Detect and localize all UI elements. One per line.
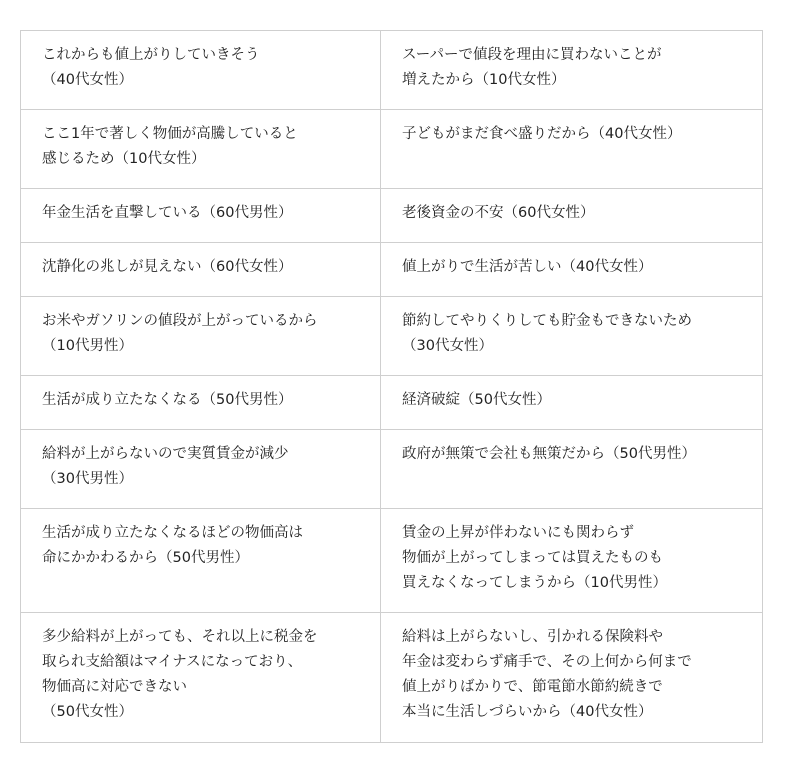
table-row [21, 376, 763, 430]
table-cell-right: 老後資金の不安（60代女性） [381, 189, 763, 243]
table-row [21, 243, 763, 297]
table-row [21, 31, 763, 110]
table-cell-left: 給料が上がらないので実質賃金が減少 （30代男性） [21, 430, 381, 509]
table-cell-right: 給料は上がらないし、引かれる保険料や 年金は変わらず痛手で、その上何から何まで 値上がりばかりで、節電節水節約続きで 本当に生活しづらいから（40代女性） [381, 613, 763, 743]
table-row [21, 110, 763, 189]
table-cell-left: お米やガソリンの値段が上がっているから （10代男性） [21, 297, 381, 376]
table-cell-left: 生活が成り立たなくなる（50代男性） [21, 376, 381, 430]
table-cell-right: 政府が無策で会社も無策だから（50代男性） [381, 430, 763, 509]
table-cell-left: 年金生活を直撃している（60代男性） [21, 189, 381, 243]
table-row [21, 189, 763, 243]
table-cell-left: ここ1年で著しく物価が高騰していると 感じるため（10代女性） [21, 110, 381, 189]
table-cell-left: これからも値上がりしていきそう （40代女性） [21, 31, 381, 110]
table-cell-left: 生活が成り立たなくなるほどの物価高は 命にかかわるから（50代男性） [21, 509, 381, 613]
table-row [21, 509, 763, 613]
table-cell-right: 節約してやりくりしても貯金もできないため （30代女性） [381, 297, 763, 376]
table-row [21, 430, 763, 509]
table-row [21, 613, 763, 743]
comment-table [20, 30, 763, 743]
table-cell-right: 子どもがまだ食べ盛りだから（40代女性） [381, 110, 763, 189]
table-cell-left: 多少給料が上がっても、それ以上に税金を 取られ支給額はマイナスになっており、 物価高に対応できない （50代女性） [21, 613, 381, 743]
table-cell-right: 賃金の上昇が伴わないにも関わらず 物価が上がってしまっては買えたものも 買えなくなってしまうから（10代男性） [381, 509, 763, 613]
table-cell-right: 値上がりで生活が苦しい（40代女性） [381, 243, 763, 297]
table-row [21, 297, 763, 376]
table-cell-left: 沈静化の兆しが見えない（60代女性） [21, 243, 381, 297]
table-cell-right: 経済破綻（50代女性） [381, 376, 763, 430]
table-cell-right: スーパーで値段を理由に買わないことが 増えたから（10代女性） [381, 31, 763, 110]
